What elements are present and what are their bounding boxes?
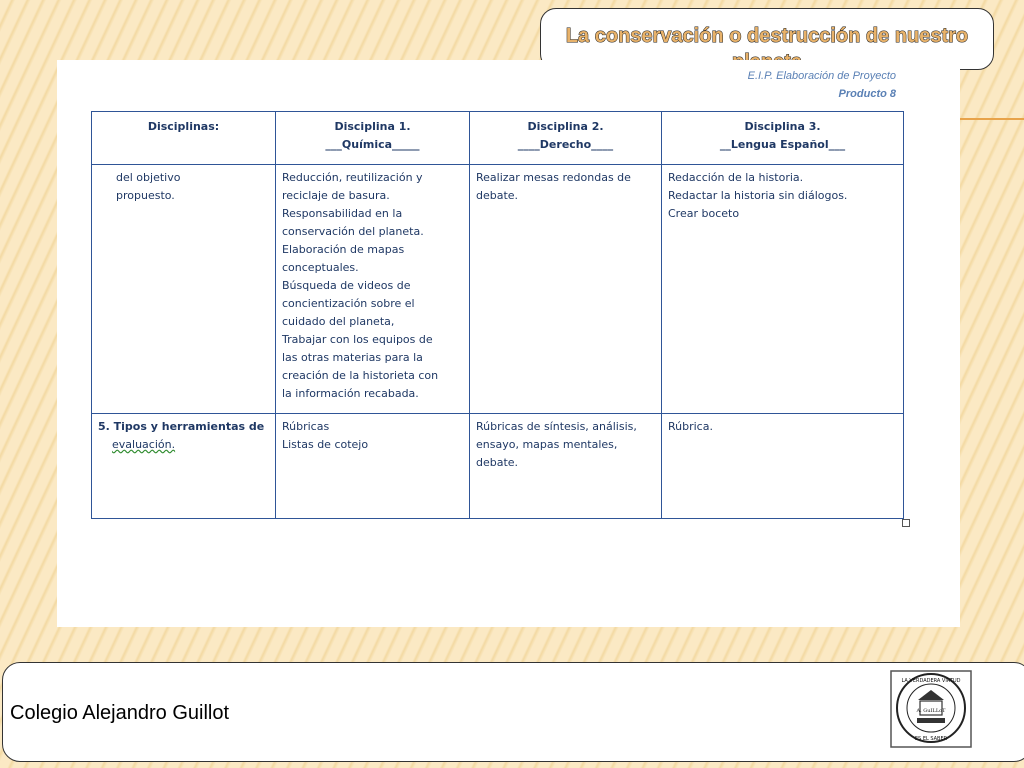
product-line: Producto 8 (838, 88, 896, 100)
header-disciplinas: Disciplinas: (92, 112, 276, 165)
cell-text-line: ensayo, mapas mentales, (476, 438, 618, 451)
cell-text-line: debate. (476, 189, 519, 202)
row2-label: 5. Tipos y herramientas de evaluación. (92, 414, 276, 519)
row2-derecho (470, 414, 662, 519)
row2-espanol (662, 414, 904, 519)
cell-text-line: creación de la historieta con (282, 369, 439, 382)
cell-text-line: Listas de cotejo (282, 438, 369, 451)
cell-text-line: Búsqueda de videos de (282, 279, 411, 292)
cell-text-line: Rúbricas (282, 420, 330, 433)
cell-text-line: reciclaje de basura. (282, 189, 390, 202)
project-line: E.I.P. Elaboración de Proyecto (747, 70, 896, 82)
table-row (92, 165, 904, 414)
cell-text-line: Trabajar con los equipos de (282, 333, 433, 346)
cell-text-line: Rúbricas de síntesis, análisis, (476, 420, 637, 433)
resize-handle[interactable] (902, 519, 910, 527)
school-seal-logo (890, 670, 972, 748)
cell-text-line: Reducción, reutilización y (282, 171, 423, 184)
footer-school-name: Colegio Alejandro Guillot (10, 702, 230, 724)
cell-text-line: conceptuales. (282, 261, 359, 274)
cell-text-line: Redacción de la historia. (668, 171, 804, 184)
seal-center-text: A. GuILLoT (916, 708, 946, 714)
cell-text-line: concientización sobre el (282, 297, 415, 310)
table-header-row (92, 112, 904, 165)
row1-quimica (276, 165, 470, 414)
cell-text-line: la información recabada. (282, 387, 419, 400)
header-disciplina-2: Disciplina 2. ____Derecho____ (470, 112, 662, 165)
header-disciplina-3: Disciplina 3. __Lengua Español___ (662, 112, 904, 165)
seal-top-text: LA VERDADERA VIRTUD (901, 678, 961, 684)
table-row (92, 414, 904, 519)
slide-title: La conservación o destrucción de nuestro (565, 25, 969, 47)
row1-espanol (662, 165, 904, 414)
cell-text-line: Crear boceto (668, 207, 740, 220)
cell-text-line: Realizar mesas redondas de (476, 171, 631, 184)
header-disciplina-1: Disciplina 1. ___Química_____ (276, 112, 470, 165)
cell-text-line: cuidado del planeta, (282, 315, 395, 328)
cell-text-line: Rúbrica. (668, 420, 713, 433)
decorative-line (960, 118, 1024, 120)
cell-text-line: Responsabilidad en la (282, 207, 403, 220)
cell-text-line: debate. (476, 456, 519, 469)
cell-text-line: Elaboración de mapas (282, 243, 405, 256)
row1-derecho (470, 165, 662, 414)
disciplines-table (91, 111, 904, 519)
document-image (57, 60, 960, 627)
row1-label: del objetivo propuesto. (92, 165, 276, 414)
cell-text-line: conservación del planeta. (282, 225, 424, 238)
seal-bottom-text: ES EL SABER (914, 736, 948, 742)
cell-text-line: las otras materias para la (282, 351, 423, 364)
row2-quimica (276, 414, 470, 519)
cell-text-line: Redactar la historia sin diálogos. (668, 189, 848, 202)
